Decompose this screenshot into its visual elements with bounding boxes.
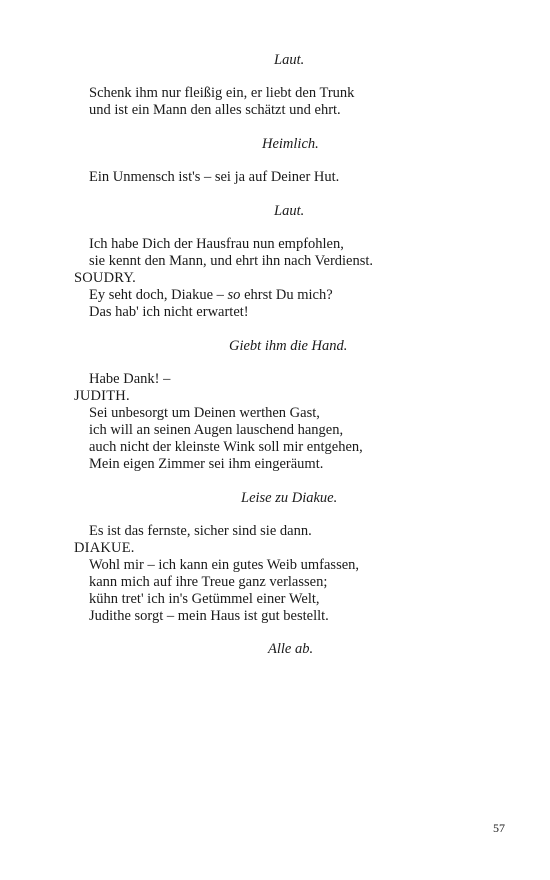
verse-line: Ich habe Dich der Hausfrau nun empfohlen,	[89, 236, 344, 252]
verse-line: Es ist das fernste, sicher sind sie dann.	[89, 523, 312, 539]
emphasis-text: so	[227, 287, 241, 303]
verse-line: sie kennt den Mann, und ehrt ihn nach Verdienst.	[89, 253, 374, 269]
verse-line: Judithe sorgt – mein Haus ist gut bestellt.	[89, 608, 329, 624]
verse-line: kann mich auf ihre Treue ganz verlassen;	[89, 574, 328, 590]
stage-direction: Laut.	[274, 203, 305, 219]
verse-line: Sei unbesorgt um Deinen werthen Gast,	[89, 405, 320, 421]
speaker-name: JUDITH.	[74, 388, 130, 404]
stage-direction: Laut.	[274, 52, 305, 68]
stage-direction: Leise zu Diakue.	[241, 490, 338, 506]
speaker-name: SOUDRY.	[74, 270, 136, 286]
verse-line: Habe Dank! –	[89, 371, 171, 387]
verse-line	[89, 287, 333, 304]
verse-line: Das hab' ich nicht erwartet!	[89, 304, 249, 320]
verse-line: und ist ein Mann den alles schätzt und ehrt.	[89, 102, 341, 118]
stage-direction: Heimlich.	[262, 136, 319, 152]
verse-text: ehrst Du mich?	[240, 287, 333, 303]
stage-direction: Alle ab.	[268, 641, 314, 657]
verse-line: Mein eigen Zimmer sei ihm eingeräumt.	[89, 456, 324, 472]
verse-text: Ey seht doch, Diakue –	[89, 287, 228, 303]
speaker-name: DIAKUE.	[74, 540, 135, 556]
verse-line: kühn tret' ich in's Getümmel einer Welt,	[89, 591, 320, 607]
verse-line: Ein Unmensch ist's – sei ja auf Deiner Hut.	[89, 169, 340, 185]
verse-line: Wohl mir – ich kann ein gutes Weib umfassen,	[89, 557, 360, 573]
stage-direction: Giebt ihm die Hand.	[229, 338, 348, 354]
verse-line: Schenk ihm nur fleißig ein, er liebt den Trunk	[89, 85, 355, 101]
verse-line: ich will an seinen Augen lauschend hangen,	[89, 422, 344, 438]
verse-line: auch nicht der kleinste Wink soll mir entgehen,	[89, 439, 363, 455]
page-number: 57	[493, 821, 505, 835]
